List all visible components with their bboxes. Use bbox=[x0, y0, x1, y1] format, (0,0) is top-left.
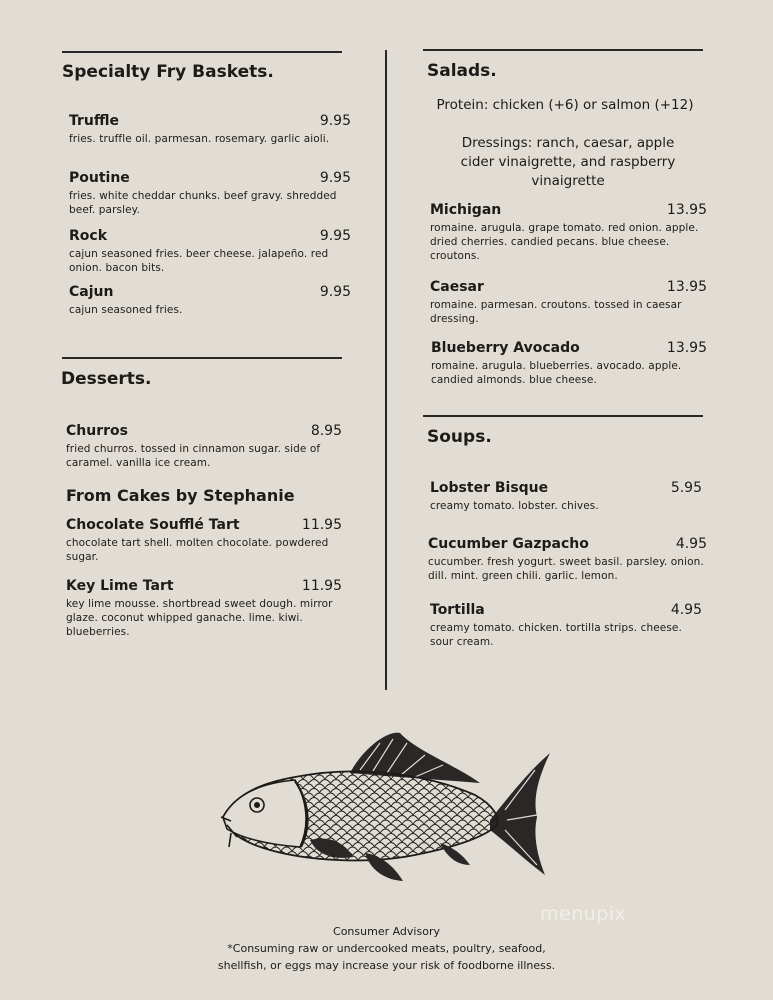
item-name: Lobster Bisque bbox=[430, 480, 549, 496]
item-name: Cucumber Gazpacho bbox=[428, 536, 589, 552]
item-name: Michigan bbox=[430, 202, 502, 218]
item-desc: romaine. arugula. blueberries. avocado. apple. candied almonds. blue cheese. bbox=[431, 360, 682, 386]
desserts-title: Desserts. bbox=[61, 369, 152, 389]
fry-item-cajun bbox=[69, 284, 351, 317]
item-name: Rock bbox=[69, 228, 108, 244]
salad-item-michigan bbox=[430, 202, 707, 263]
item-price: 13.95 bbox=[666, 202, 707, 218]
item-desc: fries. white cheddar chunks. beef gravy. shredded beef. parsley. bbox=[69, 190, 337, 216]
soups-top-rule bbox=[423, 415, 703, 417]
item-price: 13.95 bbox=[666, 279, 707, 295]
item-name: Cajun bbox=[69, 284, 114, 300]
advisory-line-2: shellfish, or eggs may increase your risk of foodborne illness. bbox=[217, 959, 556, 972]
item-desc: fries. truffle oil. parmesan. rosemary. garlic aioli. bbox=[69, 133, 330, 145]
item-name: Tortilla bbox=[430, 602, 485, 618]
item-name: Caesar bbox=[430, 279, 484, 295]
fish-illustration-icon bbox=[215, 725, 555, 885]
item-price: 4.95 bbox=[670, 602, 702, 618]
fry-item-truffle bbox=[69, 113, 351, 146]
soup-item-cucumber-gazpacho bbox=[428, 536, 707, 583]
item-desc: creamy tomato. chicken. tortilla strips. cheese. sour cream. bbox=[430, 622, 682, 648]
item-desc: creamy tomato. lobster. chives. bbox=[430, 500, 599, 512]
item-name: Churros bbox=[66, 423, 128, 439]
dessert-item-churros bbox=[66, 423, 342, 470]
salad-item-blueberry-avocado bbox=[431, 340, 707, 387]
cakes-heading: From Cakes by Stephanie bbox=[66, 486, 295, 505]
item-name: Poutine bbox=[69, 170, 130, 186]
protein-note: Protein: chicken (+6) or salmon (+12) bbox=[436, 97, 694, 113]
item-desc: romaine. parmesan. croutons. tossed in caesar dressing. bbox=[430, 299, 682, 325]
item-name: Chocolate Soufflé Tart bbox=[66, 517, 240, 533]
item-name: Truffle bbox=[69, 113, 120, 129]
item-price: 4.95 bbox=[675, 536, 707, 552]
salad-item-caesar bbox=[430, 279, 707, 326]
item-desc: key lime mousse. shortbread sweet dough. mirror glaze. coconut whipped ganache. lime. kiwi. blueberries. bbox=[66, 598, 333, 638]
item-desc: cajun seasoned fries. beer cheese. jalapeño. red onion. bacon bits. bbox=[69, 248, 329, 274]
fry-title: Specialty Fry Baskets. bbox=[62, 62, 274, 82]
cake-item-souffle bbox=[66, 517, 342, 564]
item-price: 5.95 bbox=[670, 480, 702, 496]
salads-top-rule bbox=[423, 49, 703, 51]
soup-item-tortilla bbox=[430, 602, 702, 649]
fry-item-poutine bbox=[69, 170, 351, 217]
item-desc: cajun seasoned fries. bbox=[69, 304, 183, 316]
item-name: Blueberry Avocado bbox=[431, 340, 580, 356]
item-name: Key Lime Tart bbox=[66, 578, 174, 594]
item-price: 11.95 bbox=[301, 578, 342, 594]
dressings-note: Dressings: ranch, caesar, apple cider vinaigrette, and raspberry vinaigrette bbox=[460, 135, 676, 189]
item-price: 13.95 bbox=[666, 340, 707, 356]
item-price: 9.95 bbox=[319, 284, 351, 300]
advisory-line-1: *Consuming raw or undercooked meats, poultry, seafood, bbox=[227, 942, 546, 955]
advisory-title: Consumer Advisory bbox=[333, 925, 440, 938]
item-desc: chocolate tart shell. molten chocolate. powdered sugar. bbox=[66, 537, 329, 563]
fry-top-rule bbox=[62, 51, 342, 53]
item-price: 9.95 bbox=[319, 228, 351, 244]
desserts-top-rule bbox=[62, 357, 342, 359]
item-price: 11.95 bbox=[301, 517, 342, 533]
fry-item-rock bbox=[69, 228, 351, 275]
soup-item-lobster-bisque bbox=[430, 480, 702, 513]
column-divider bbox=[385, 50, 387, 690]
consumer-advisory bbox=[180, 923, 593, 974]
cake-item-key-lime bbox=[66, 578, 342, 639]
item-desc: romaine. arugula. grape tomato. red onion. apple. dried cherries. candied pecans. blue cheese. croutons. bbox=[430, 222, 699, 262]
item-price: 8.95 bbox=[310, 423, 342, 439]
item-desc: cucumber. fresh yogurt. sweet basil. parsley. onion. dill. mint. green chili. garlic. lemon. bbox=[428, 556, 704, 582]
watermark: menupix bbox=[540, 903, 627, 925]
soups-title: Soups. bbox=[427, 427, 492, 447]
item-price: 9.95 bbox=[319, 170, 351, 186]
item-price: 9.95 bbox=[319, 113, 351, 129]
salads-title: Salads. bbox=[427, 61, 497, 81]
item-desc: fried churros. tossed in cinnamon sugar. side of caramel. vanilla ice cream. bbox=[66, 443, 321, 469]
